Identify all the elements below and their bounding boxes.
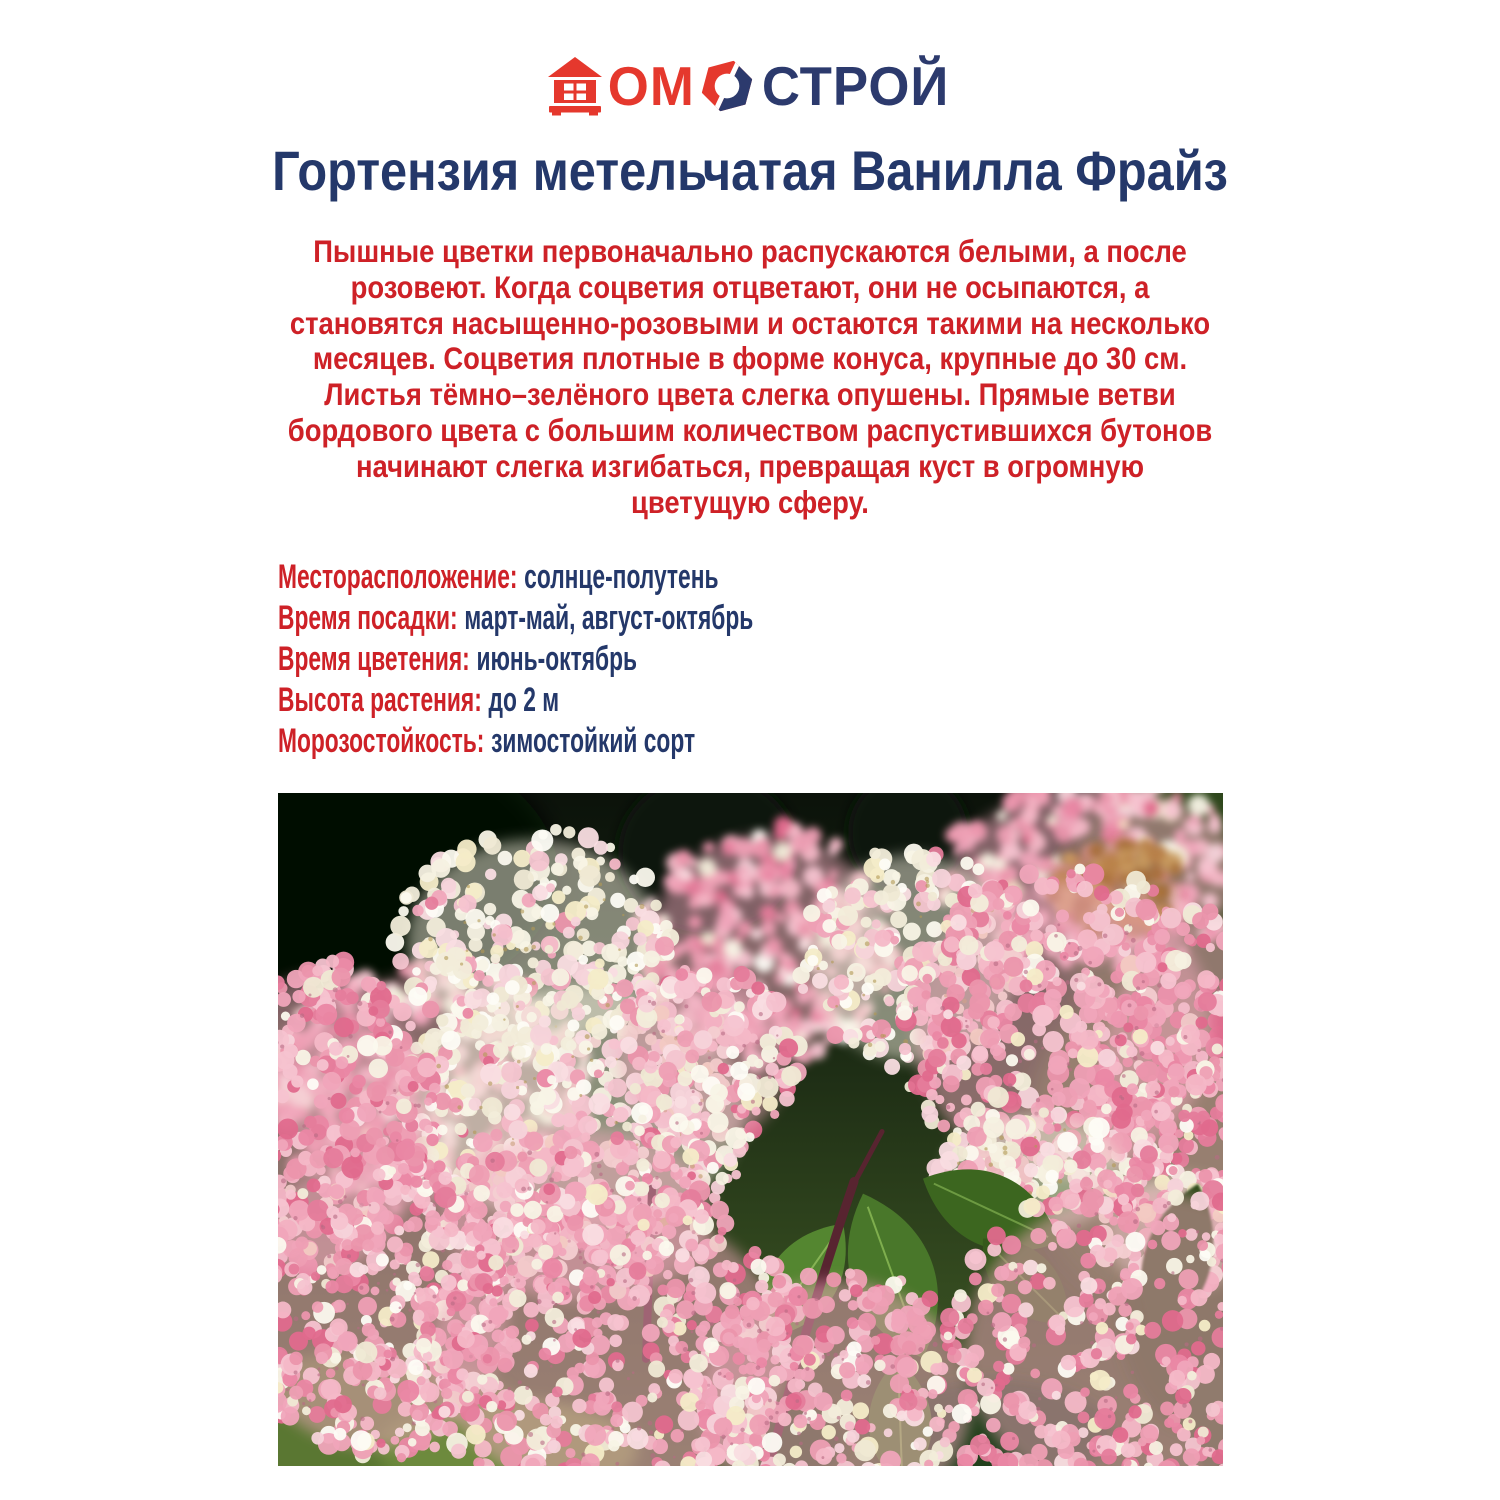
description-line: розовеют. Когда соцветия отцветают, они не осыпаются, а [350,268,1150,305]
attribute-row [278,557,753,598]
description-line: Листья тёмно–зелёного цвета слегка опушены. Прямые ветви [324,376,1176,413]
attribute-value: солнце-полутень [524,558,719,596]
attribute-value: март-май, август-октябрь [464,599,754,637]
logo-text-stroy: СТРОЙ [762,54,950,117]
attribute-label: Время посадки: [278,599,458,637]
attribute-value: до 2 м [488,681,560,719]
house-icon [547,56,603,116]
description-line: цветущую сферу. [631,483,869,520]
attribute-row [278,680,753,721]
description-line: становятся насыщенно-розовыми и остаются такими на несколько [289,304,1211,341]
plant-description [0,234,1500,520]
attribute-label: Время цветения: [278,640,470,678]
description-line: Пышные цветки первоначально распускаются белыми, а после [313,233,1187,269]
nut-icon [699,58,755,114]
brand-logo [0,54,1500,118]
description-line: бордового цвета с большим количеством распустившихся бутонов [287,411,1213,448]
page-title: Гортензия метельчатая Ванилла Фрайз [272,139,1228,202]
description-line: месяцев. Соцветия плотные в форме конуса, крупные до 30 см. [312,340,1188,377]
description-line: начинают слегка изгибаться, превращая куст в огромную [355,447,1144,484]
attribute-row [278,721,753,762]
hydrangea-photo-illustration [278,793,1223,1466]
attribute-label: Месторасположение: [278,558,518,596]
attribute-label: Высота растения: [278,681,482,719]
attribute-value: зимостойкий сорт [491,722,696,760]
attribute-label: Морозостойкость: [278,722,485,760]
attribute-row [278,639,753,680]
attributes-list [278,557,987,762]
product-photo [278,793,1223,1466]
attribute-value: июнь-октябрь [476,640,638,678]
attribute-row [278,598,753,639]
logo-text-om: ОМ [607,54,695,117]
